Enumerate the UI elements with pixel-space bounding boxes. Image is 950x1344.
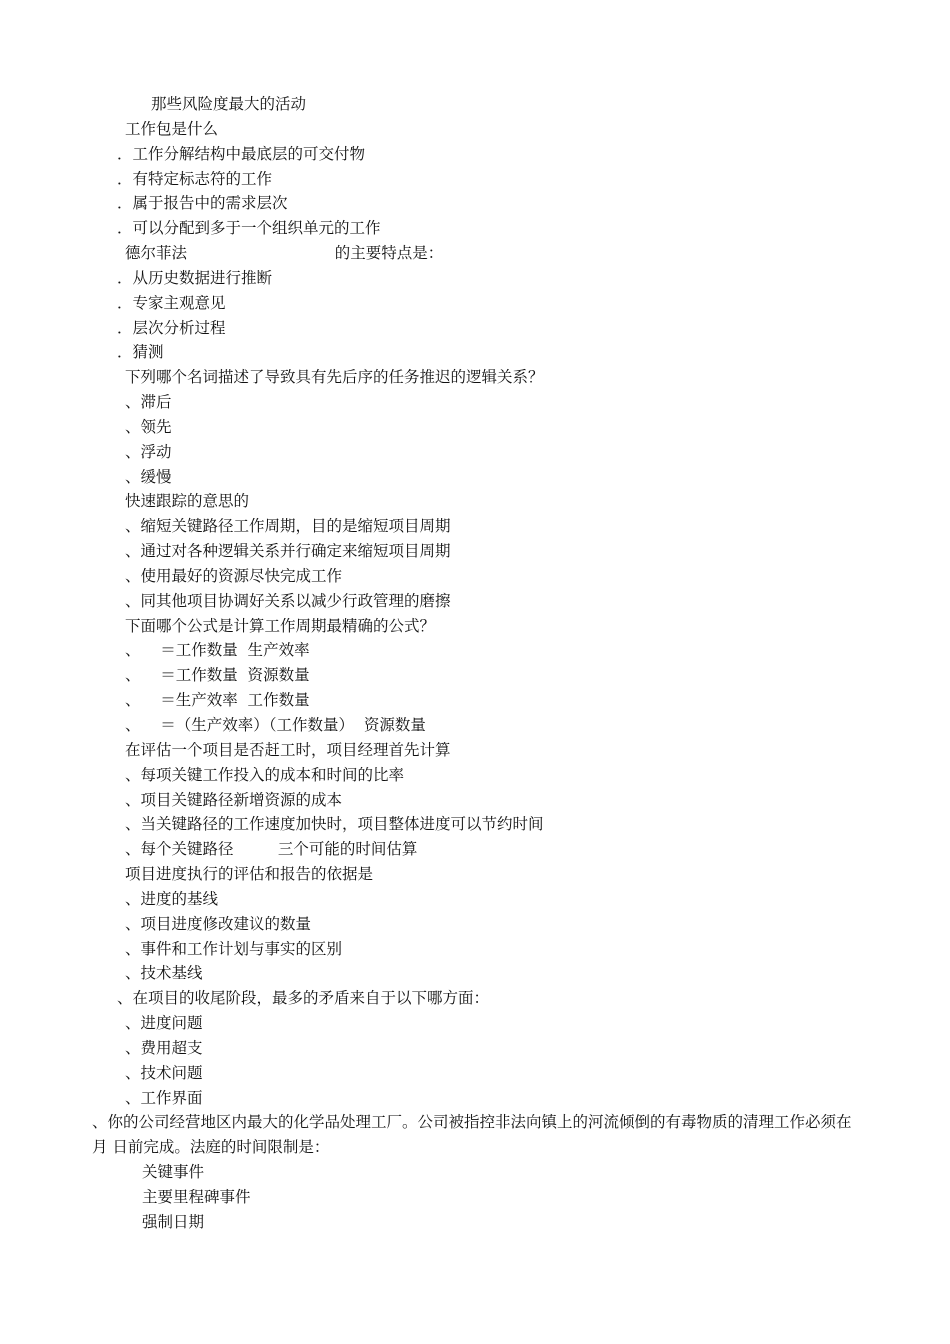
question-text: 、在项目的收尾阶段，最多的矛盾来自于以下哪方面： xyxy=(117,989,490,1007)
option-text: 、项目进度修改建议的数量 xyxy=(125,915,312,933)
question-text: 下列哪个名词描述了导致具有先后序的任务推迟的逻辑关系？ xyxy=(125,368,544,386)
option-text: 、 ＝工作数量 资源数量 xyxy=(125,666,310,684)
question-text: 德尔菲法 的主要特点是： xyxy=(125,244,444,262)
option-text: 、进度的基线 xyxy=(125,890,219,908)
option-text: 、事件和工作计划与事实的区别 xyxy=(125,940,343,958)
option-text: ．专家主观意见 xyxy=(117,294,226,312)
option-text: 、费用超支 xyxy=(125,1039,203,1057)
option-text: 、进度问题 xyxy=(125,1014,203,1032)
option-text: 、每个关键路径 三个可能的时间估算 xyxy=(125,840,418,858)
question-text: 工作包是什么 xyxy=(125,120,219,138)
option-text: ．可以分配到多于一个组织单元的工作 xyxy=(117,219,381,237)
option-text: 、 ＝工作数量 生产效率 xyxy=(125,641,310,659)
option-text: 、缓慢 xyxy=(125,468,172,486)
option-text: 、使用最好的资源尽快完成工作 xyxy=(125,567,343,585)
question-text: 下面哪个公式是计算工作周期最精确的公式？ xyxy=(125,617,436,635)
option-text: ．猜测 xyxy=(117,343,164,361)
option-text: 、技术基线 xyxy=(125,964,203,982)
option-text: 、项目关键路径新增资源的成本 xyxy=(125,791,343,809)
option-text: 强制日期 xyxy=(142,1213,205,1231)
option-text: 、滞后 xyxy=(125,393,172,411)
option-text: 、每项关键工作投入的成本和时间的比率 xyxy=(125,766,405,784)
option-text: 、缩短关键路径工作周期，目的是缩短项目周期 xyxy=(125,517,451,535)
question-text: 在评估一个项目是否赶工时，项目经理首先计算 xyxy=(125,741,451,759)
option-text: 关键事件 xyxy=(142,1163,205,1181)
option-text: 、同其他项目协调好关系以减少行政管理的磨擦 xyxy=(125,592,451,610)
text-line: 那些风险度最大的活动 xyxy=(151,95,307,113)
question-paragraph: 、你的公司经营地区内最大的化学品处理工厂。公司被指控非法向镇上的河流倾倒的有毒物质的清理工作必须在 月 日前完成。法庭的时间限制是： xyxy=(92,1113,852,1156)
option-text: ．从历史数据进行推断 xyxy=(117,269,273,287)
option-text: 、 ＝（生产效率）（工作数量） 资源数量 xyxy=(125,716,426,734)
option-text: 主要里程碑事件 xyxy=(142,1188,251,1206)
option-text: 、浮动 xyxy=(125,443,172,461)
question-text: 快速跟踪的意思的 xyxy=(125,492,250,510)
option-text: 、通过对各种逻辑关系并行确定来缩短项目周期 xyxy=(125,542,451,560)
option-text: ．工作分解结构中最底层的可交付物 xyxy=(117,145,366,163)
option-text: 、 ＝生产效率 工作数量 xyxy=(125,691,310,709)
option-text: 、技术问题 xyxy=(125,1064,203,1082)
option-text: 、领先 xyxy=(125,418,172,436)
option-text: ．层次分析过程 xyxy=(117,319,226,337)
question-text: 项目进度执行的评估和报告的依据是 xyxy=(125,865,374,883)
option-text: 、工作界面 xyxy=(125,1089,203,1107)
option-text: 、当关键路径的工作速度加快时，项目整体进度可以节约时间 xyxy=(125,815,544,833)
option-text: ．有特定标志符的工作 xyxy=(117,170,273,188)
option-text: ．属于报告中的需求层次 xyxy=(117,194,288,212)
